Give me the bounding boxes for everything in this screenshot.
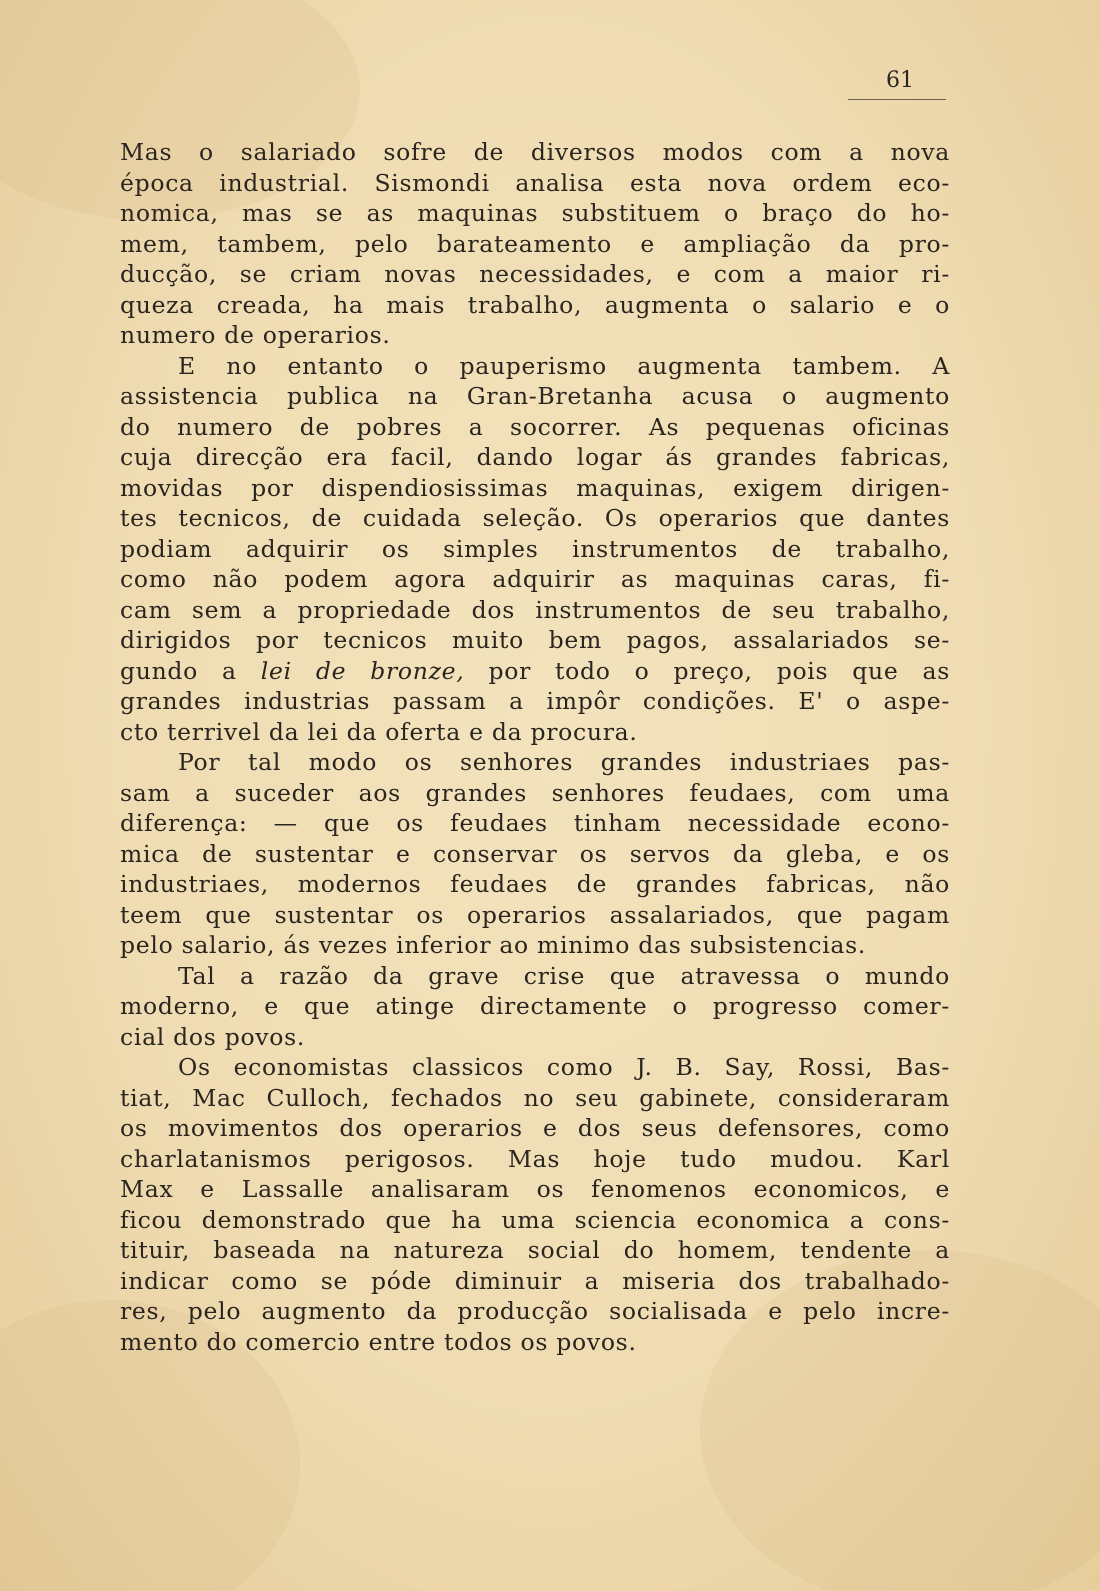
text-line: Tal a razão da grave crise que atravessa o mundo <box>178 961 950 990</box>
text-line: ficou demonstrado que ha uma sciencia economica a cons- <box>120 1205 950 1234</box>
text-line: teem que sustentar os operarios assalariados, que pagam <box>120 900 950 929</box>
text-line: nomica, mas se as maquinas substituem o braço do ho- <box>120 199 950 227</box>
page-number: 61 <box>886 68 914 93</box>
text-line: podiam adquirir os simples instrumentos de trabalho, <box>120 534 950 563</box>
text-line: tiat, Mac Culloch, fechados no seu gabinete, consideraram <box>120 1083 950 1112</box>
text-line: mem, tambem, pelo barateamento e ampliação da pro- <box>120 229 950 258</box>
text-line: sam a suceder aos grandes senhores feudaes, com uma <box>120 778 950 807</box>
text-line: assistencia publica na Gran-Bretanha acusa o augmento <box>120 382 950 410</box>
text-line: mento do comercio entre todos os povos. <box>120 1327 637 1356</box>
text-line: época industrial. Sismondi analisa esta nova ordem eco- <box>120 168 950 197</box>
text-line: res, pelo augmento da producção socialisada e pelo incre- <box>120 1297 950 1325</box>
text-fragment: por todo o preço, pois que as <box>464 656 950 685</box>
text-line-italic-phrase <box>120 656 950 687</box>
italic-phrase: lei de bronze, <box>260 656 465 685</box>
text-line: movidas por dispendiosissimas maquinas, exigem dirigen- <box>120 473 950 502</box>
text-line: tituir, baseada na natureza social do homem, tendente a <box>120 1236 950 1264</box>
text-line: grandes industrias passam a impôr condições. E' o aspe- <box>120 687 950 715</box>
text-line: indicar como se póde diminuir a miseria dos trabalhado- <box>120 1266 950 1295</box>
text-line: diferença: — que os feudaes tinham necessidade econo- <box>120 809 950 837</box>
text-line: E no entanto o pauperismo augmenta tambem. A <box>178 351 950 380</box>
text-line: cam sem a propriedade dos instrumentos de seu trabalho, <box>120 595 950 624</box>
text-line: numero de operarios. <box>120 321 391 349</box>
text-line: moderno, e que atinge directamente o progresso comer- <box>120 992 950 1020</box>
text-line: cto terrivel da lei da oferta e da procura. <box>120 717 638 746</box>
text-line: Os economistas classicos como J. B. Say, Rossi, Bas- <box>178 1053 950 1081</box>
text-fragment: gundo a <box>120 656 261 685</box>
text-line: Max e Lassalle analisaram os fenomenos economicos, e <box>120 1175 950 1203</box>
text-line: pelo salario, ás vezes inferior ao minimo das subsistencias. <box>120 931 867 959</box>
text-line: Mas o salariado sofre de diversos modos com a nova <box>120 138 950 166</box>
body-text <box>120 137 950 1357</box>
page-number-rule <box>848 99 946 100</box>
text-line: como não podem agora adquirir as maquinas caras, fi- <box>120 565 950 593</box>
text-line: cial dos povos. <box>120 1022 306 1051</box>
text-line: Por tal modo os senhores grandes industriaes pas- <box>178 748 950 776</box>
text-line: os movimentos dos operarios e dos seus defensores, como <box>120 1114 950 1142</box>
text-line: cuja direcção era facil, dando logar ás grandes fabricas, <box>120 443 950 471</box>
text-line: mica de sustentar e conservar os servos da gleba, e os <box>120 839 950 868</box>
text-line: industriaes, modernos feudaes de grandes fabricas, não <box>120 870 950 898</box>
text-line: charlatanismos perigosos. Mas hoje tudo mudou. Karl <box>120 1144 950 1173</box>
text-line: queza creada, ha mais trabalho, augmenta o salario e o <box>120 290 950 319</box>
text-line: tes tecnicos, de cuidada seleção. Os operarios que dantes <box>120 504 950 532</box>
text-line: do numero de pobres a socorrer. As pequenas oficinas <box>120 412 950 441</box>
text-line: dirigidos por tecnicos muito bem pagos, assalariados se- <box>120 626 950 654</box>
text-line: ducção, se criam novas necessidades, e com a maior ri- <box>120 260 950 288</box>
